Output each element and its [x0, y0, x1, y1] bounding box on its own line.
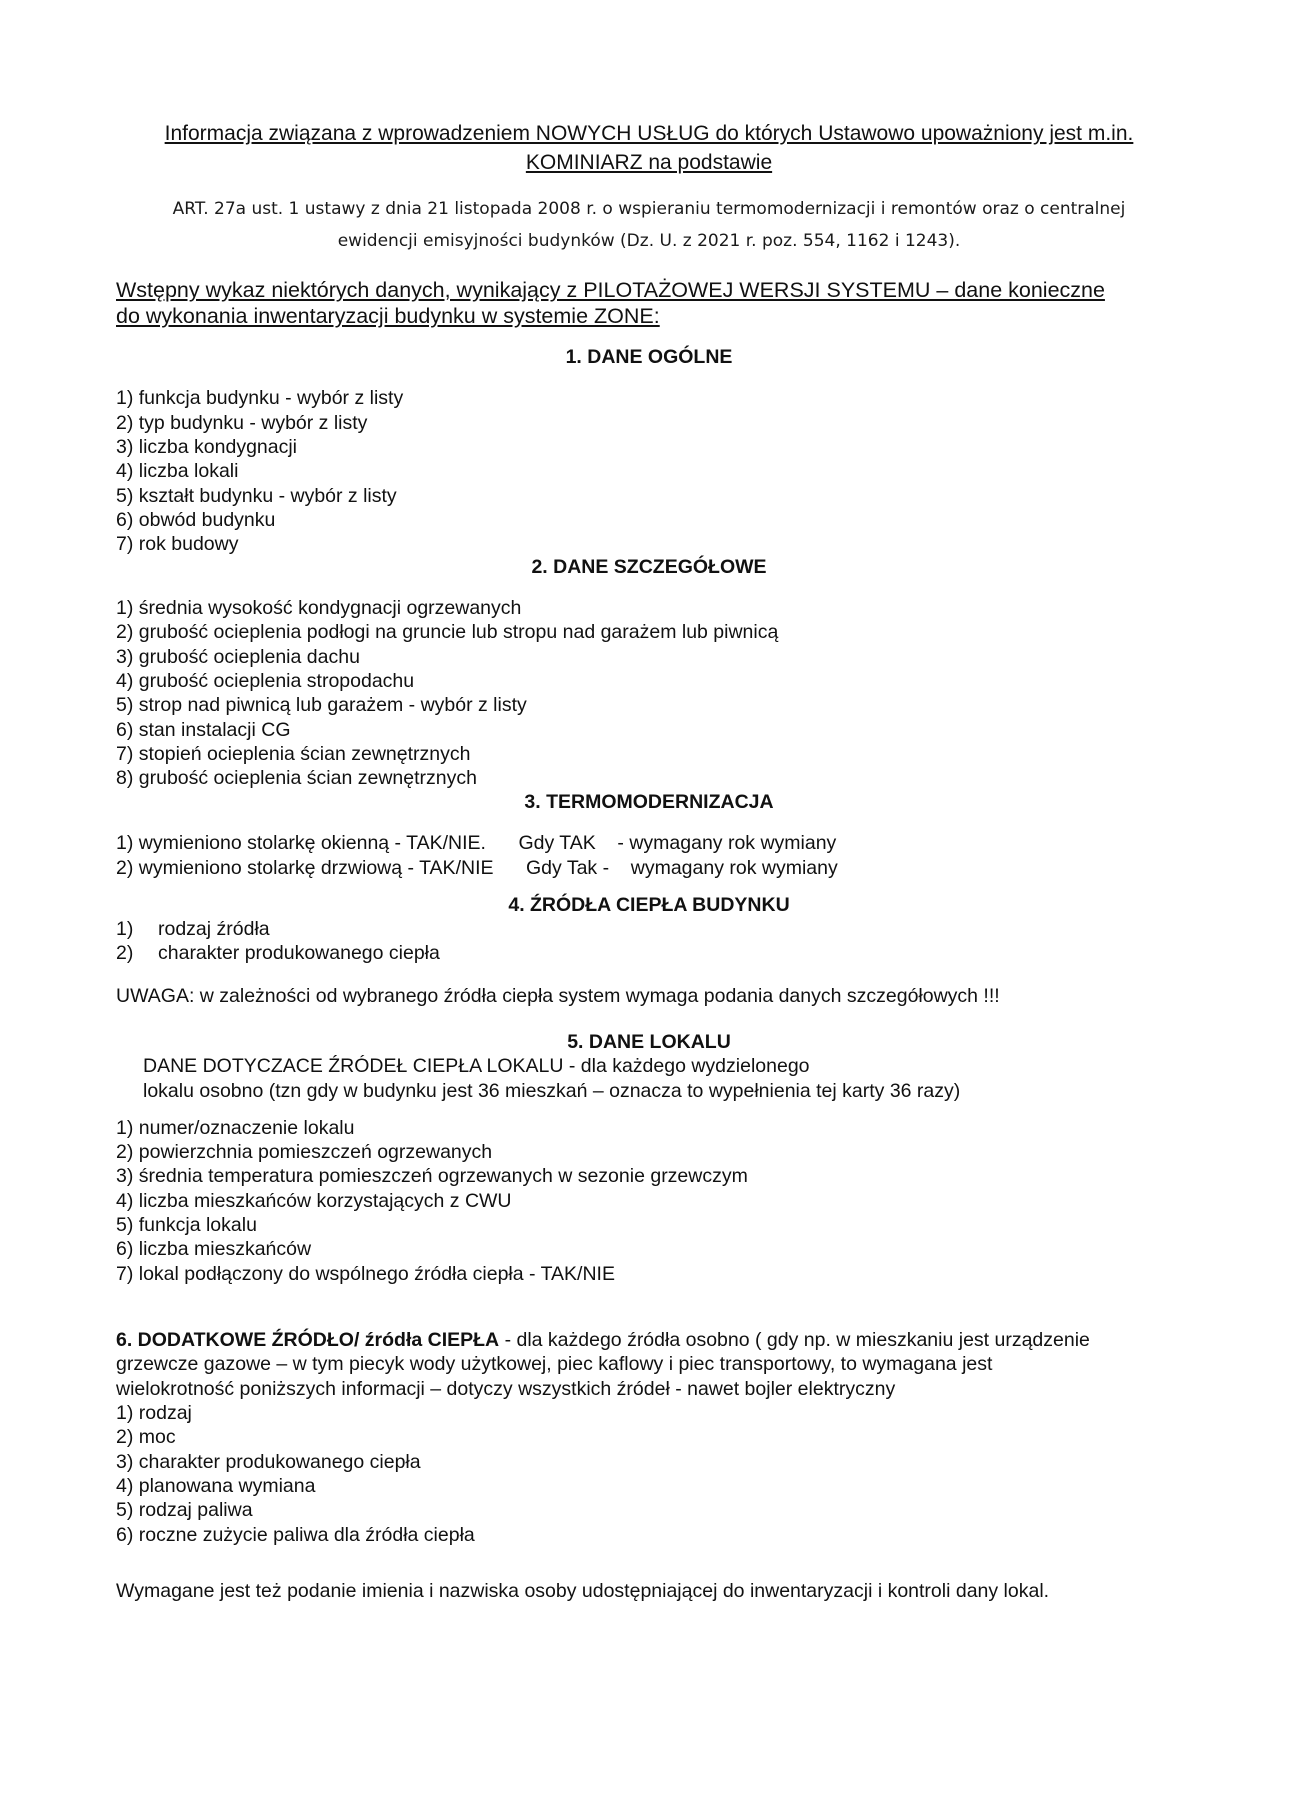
- list-item: 5) rodzaj paliwa: [116, 1499, 253, 1521]
- list-item: 1) średnia wysokość kondygnacji ogrzewanych: [116, 597, 522, 619]
- section-6-heading-rest: - dla każdego źródła osobno ( gdy np. w mieszkaniu jest urządzenie: [499, 1329, 1090, 1351]
- section-6-line-3: wielokrotność poniższych informacji – dotyczy wszystkich źródeł - nawet bojler elektryczny: [116, 1378, 896, 1400]
- list-item: 5) funkcja lokalu: [116, 1214, 257, 1236]
- list-item: charakter produkowanego ciepła: [158, 942, 440, 964]
- list-item: 1) numer/oznaczenie lokalu: [116, 1117, 355, 1139]
- list-item-number: 2): [116, 942, 134, 964]
- list-item: 5) kształt budynku - wybór z listy: [116, 485, 397, 507]
- section-5-subtitle-line-1: DANE DOTYCZACE ŹRÓDEŁ CIEPŁA LOKALU - dla każdego wydzielonego: [143, 1055, 810, 1077]
- section-1-heading: 1. DANE OGÓLNE: [565, 346, 733, 368]
- list-item: 4) grubość ocieplenia stropodachu: [116, 670, 415, 692]
- list-item: 8) grubość ocieplenia ścian zewnętrznych: [116, 767, 477, 789]
- list-item: 2) wymieniono stolarkę drzwiową - TAK/NIE Gdy Tak - wymagany rok wymiany: [116, 857, 838, 879]
- list-item: 1) funkcja budynku - wybór z listy: [116, 387, 404, 409]
- list-item: 2) moc: [116, 1426, 176, 1448]
- document-title-line-1: Informacja związana z wprowadzeniem NOWYCH USŁUG do których Ustawowo upoważniony jest m.in.: [164, 122, 1134, 145]
- list-item: 6) stan instalacji CG: [116, 719, 291, 741]
- section-3-heading: 3. TERMOMODERNIZACJA: [524, 791, 774, 813]
- list-item: 2) grubość ocieplenia podłogi na gruncie lub stropu nad garażem lub piwnicą: [116, 621, 779, 643]
- list-item: 3) grubość ocieplenia dachu: [116, 646, 360, 668]
- list-item: 4) liczba lokali: [116, 460, 239, 482]
- section-6-heading-line: [116, 1329, 1090, 1352]
- list-item: 6) liczba mieszkańców: [116, 1238, 312, 1260]
- list-item: 6) obwód budynku: [116, 509, 276, 531]
- list-item: 4) planowana wymiana: [116, 1475, 316, 1497]
- list-item-number: 1): [116, 918, 134, 940]
- list-item: 7) lokal podłączony do wspólnego źródła ciepła - TAK/NIE: [116, 1263, 615, 1285]
- document-title-line-2: KOMINIARZ na podstawie: [525, 151, 773, 174]
- warning-note: UWAGA: w zależności od wybranego źródła ciepła system wymaga podania danych szczegółowych !!!: [116, 985, 1000, 1007]
- section-6-heading: 6. DODATKOWE ŹRÓDŁO/ źródła CIEPŁA: [116, 1329, 500, 1351]
- intro-line-1: Wstępny wykaz niektórych danych, wynikający z PILOTAŻOWEJ WERSJI SYSTEMU – dane konieczne: [116, 278, 1105, 302]
- list-item: rodzaj źródła: [158, 918, 270, 940]
- section-6-line-2: grzewcze gazowe – w tym piecyk wody użytkowej, piec kaflowy i piec transportowy, to wymagana jest: [116, 1353, 993, 1375]
- footer-note: Wymagane jest też podanie imienia i nazwiska osoby udostępniającej do inwentaryzacji i kontroli dany lokal.: [116, 1580, 1050, 1602]
- list-item: 2) powierzchnia pomieszczeń ogrzewanych: [116, 1141, 493, 1163]
- list-item: 3) charakter produkowanego ciepła: [116, 1451, 421, 1473]
- section-5-subtitle-line-2: lokalu osobno (tzn gdy w budynku jest 36 mieszkań – oznacza to wypełnienia tej karty 36 razy): [143, 1080, 961, 1102]
- list-item: 5) strop nad piwnicą lub garażem - wybór z listy: [116, 694, 527, 716]
- list-item: 4) liczba mieszkańców korzystających z CWU: [116, 1190, 512, 1212]
- list-item: 7) rok budowy: [116, 533, 239, 555]
- section-2-heading: 2. DANE SZCZEGÓŁOWE: [531, 556, 767, 578]
- intro-line-2: do wykonania inwentaryzacji budynku w systemie ZONE:: [116, 304, 660, 328]
- article-reference-line-2: ewidencji emisyjności budynków (Dz. U. z 2021 r. poz. 554, 1162 i 1243).: [337, 231, 961, 251]
- list-item: 2) typ budynku - wybór z listy: [116, 412, 368, 434]
- section-5-heading: 5. DANE LOKALU: [567, 1031, 731, 1053]
- article-reference-line-1: ART. 27a ust. 1 ustawy z dnia 21 listopada 2008 r. o wspieraniu termomodernizacji i remontów oraz o centralnej: [172, 199, 1126, 219]
- list-item: 1) rodzaj: [116, 1402, 192, 1424]
- list-item: 3) średnia temperatura pomieszczeń ogrzewanych w sezonie grzewczym: [116, 1165, 748, 1187]
- list-item: 6) roczne zużycie paliwa dla źródła ciepła: [116, 1524, 475, 1546]
- section-4-heading: 4. ŹRÓDŁA CIEPŁA BUDYNKU: [508, 894, 790, 916]
- list-item: 1) wymieniono stolarkę okienną - TAK/NIE. Gdy TAK - wymagany rok wymiany: [116, 832, 837, 854]
- list-item: 3) liczba kondygnacji: [116, 436, 298, 458]
- list-item: 7) stopień ocieplenia ścian zewnętrznych: [116, 743, 471, 765]
